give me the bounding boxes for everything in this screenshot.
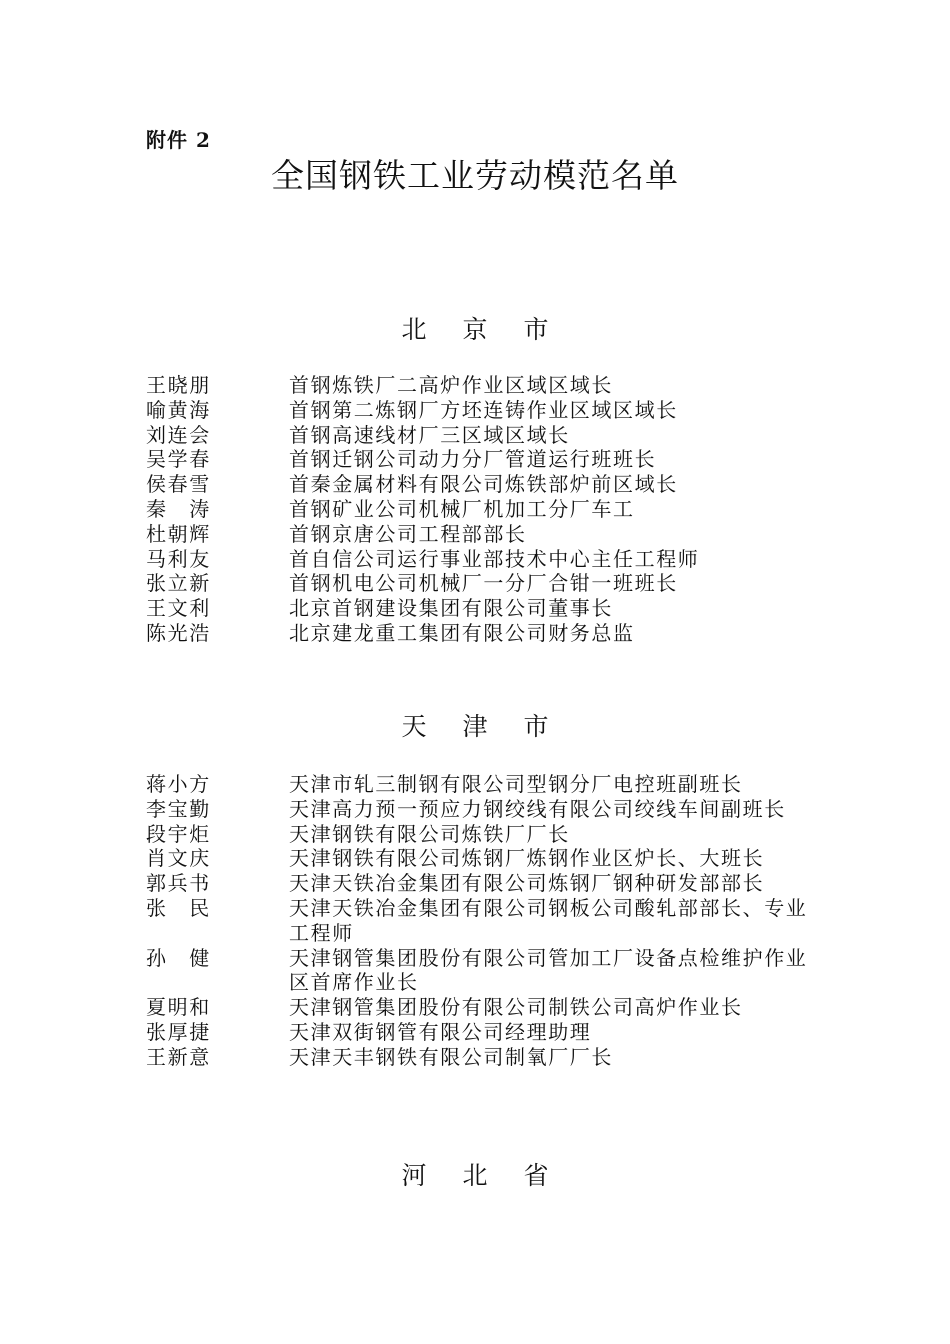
person-title: 首自信公司运行事业部技术中心主任工程师: [289, 546, 700, 571]
attachment-label: 附件 2: [146, 128, 211, 152]
person-name: 夏明和: [146, 995, 211, 1020]
person-name: 侯春雪: [146, 472, 211, 497]
person-title: 首钢机电公司机械厂一分厂合钳一班班长: [289, 571, 678, 596]
person-title: 天津天铁冶金集团有限公司钢板公司酸轧部部长、专业工程师: [289, 895, 808, 945]
list-item: [146, 621, 826, 646]
section-heading-tianjin: 天 津 市: [401, 712, 563, 741]
person-title: 首钢矿业公司机械厂机加工分厂车工: [289, 496, 635, 521]
person-name: 马利友: [146, 546, 211, 571]
entry-list-tianjin: [146, 772, 826, 1070]
person-title: 首钢炼铁厂二高炉作业区域区域长: [289, 373, 613, 397]
person-title: 天津天铁冶金集团有限公司炼钢厂钢种研发部部长: [289, 871, 765, 896]
list-item: [146, 398, 826, 423]
person-title: 天津钢铁有限公司炼钢厂炼钢作业区炉长、大班长: [289, 846, 765, 871]
list-item: [146, 822, 826, 847]
person-name: 王新意: [146, 1044, 211, 1069]
entry-list-beijing: [146, 373, 826, 646]
person-title: 天津市轧三制钢有限公司型钢分厂电控班副班长: [289, 772, 743, 796]
person-name: 张厚捷: [146, 1019, 211, 1044]
list-item: [146, 373, 826, 398]
person-name: 张 民: [146, 895, 211, 920]
list-item: [146, 497, 826, 522]
person-title: 首钢京唐公司工程部部长: [289, 521, 527, 546]
document-title: 全国钢铁工业劳动模范名单: [271, 156, 679, 195]
person-name: 喻黄海: [146, 397, 211, 422]
person-name: 杜朝辉: [146, 521, 211, 546]
list-item: [146, 571, 826, 596]
person-name: 刘连会: [146, 422, 211, 447]
person-name: 王晓朋: [146, 373, 211, 397]
person-name: 肖文庆: [146, 846, 211, 871]
list-item: [146, 447, 826, 472]
person-name: 蒋小方: [146, 772, 211, 796]
list-item: [146, 522, 826, 547]
person-title: 天津钢管集团股份有限公司制铁公司高炉作业长: [289, 995, 743, 1020]
person-title: 天津高力预一预应力钢绞线有限公司绞线车间副班长: [289, 796, 786, 821]
person-name: 郭兵书: [146, 871, 211, 896]
list-item: [146, 472, 826, 497]
person-name: 段宇炬: [146, 821, 211, 846]
list-item: [146, 1020, 826, 1045]
list-item: [146, 423, 826, 448]
person-title: 北京建龙重工集团有限公司财务总监: [289, 620, 635, 645]
list-item: [146, 995, 826, 1020]
person-title: 首秦金属材料有限公司炼铁部炉前区域长: [289, 472, 678, 497]
person-name: 陈光浩: [146, 620, 211, 645]
person-title: 首钢迁钢公司动力分厂管道运行班班长: [289, 447, 657, 472]
person-name: 秦 涛: [146, 496, 211, 521]
person-title: 天津钢管集团股份有限公司管加工厂设备点检维护作业区首席作业长: [289, 945, 808, 995]
person-name: 王文利: [146, 596, 211, 621]
list-item: [146, 772, 826, 797]
section-heading-beijing: 北 京 市: [401, 315, 563, 344]
list-item: [146, 1045, 826, 1070]
person-title: 天津双街钢管有限公司经理助理: [289, 1019, 592, 1044]
list-item: [146, 846, 826, 871]
person-name: 张立新: [146, 571, 211, 596]
person-title: 首钢第二炼钢厂方坯连铸作业区域区域长: [289, 397, 678, 422]
list-item: [146, 946, 826, 996]
person-name: 孙 健: [146, 945, 211, 970]
section-heading-hebei: 河 北 省: [401, 1161, 563, 1190]
list-item: [146, 596, 826, 621]
list-item: [146, 871, 826, 896]
person-title: 天津天丰钢铁有限公司制氧厂厂长: [289, 1044, 613, 1069]
person-title: 首钢高速线材厂三区域区域长: [289, 422, 570, 447]
list-item: [146, 896, 826, 946]
person-title: 天津钢铁有限公司炼铁厂厂长: [289, 821, 570, 846]
person-name: 李宝勤: [146, 796, 211, 821]
person-title: 北京首钢建设集团有限公司董事长: [289, 596, 613, 621]
person-name: 吴学春: [146, 447, 211, 472]
list-item: [146, 547, 826, 572]
list-item: [146, 797, 826, 822]
